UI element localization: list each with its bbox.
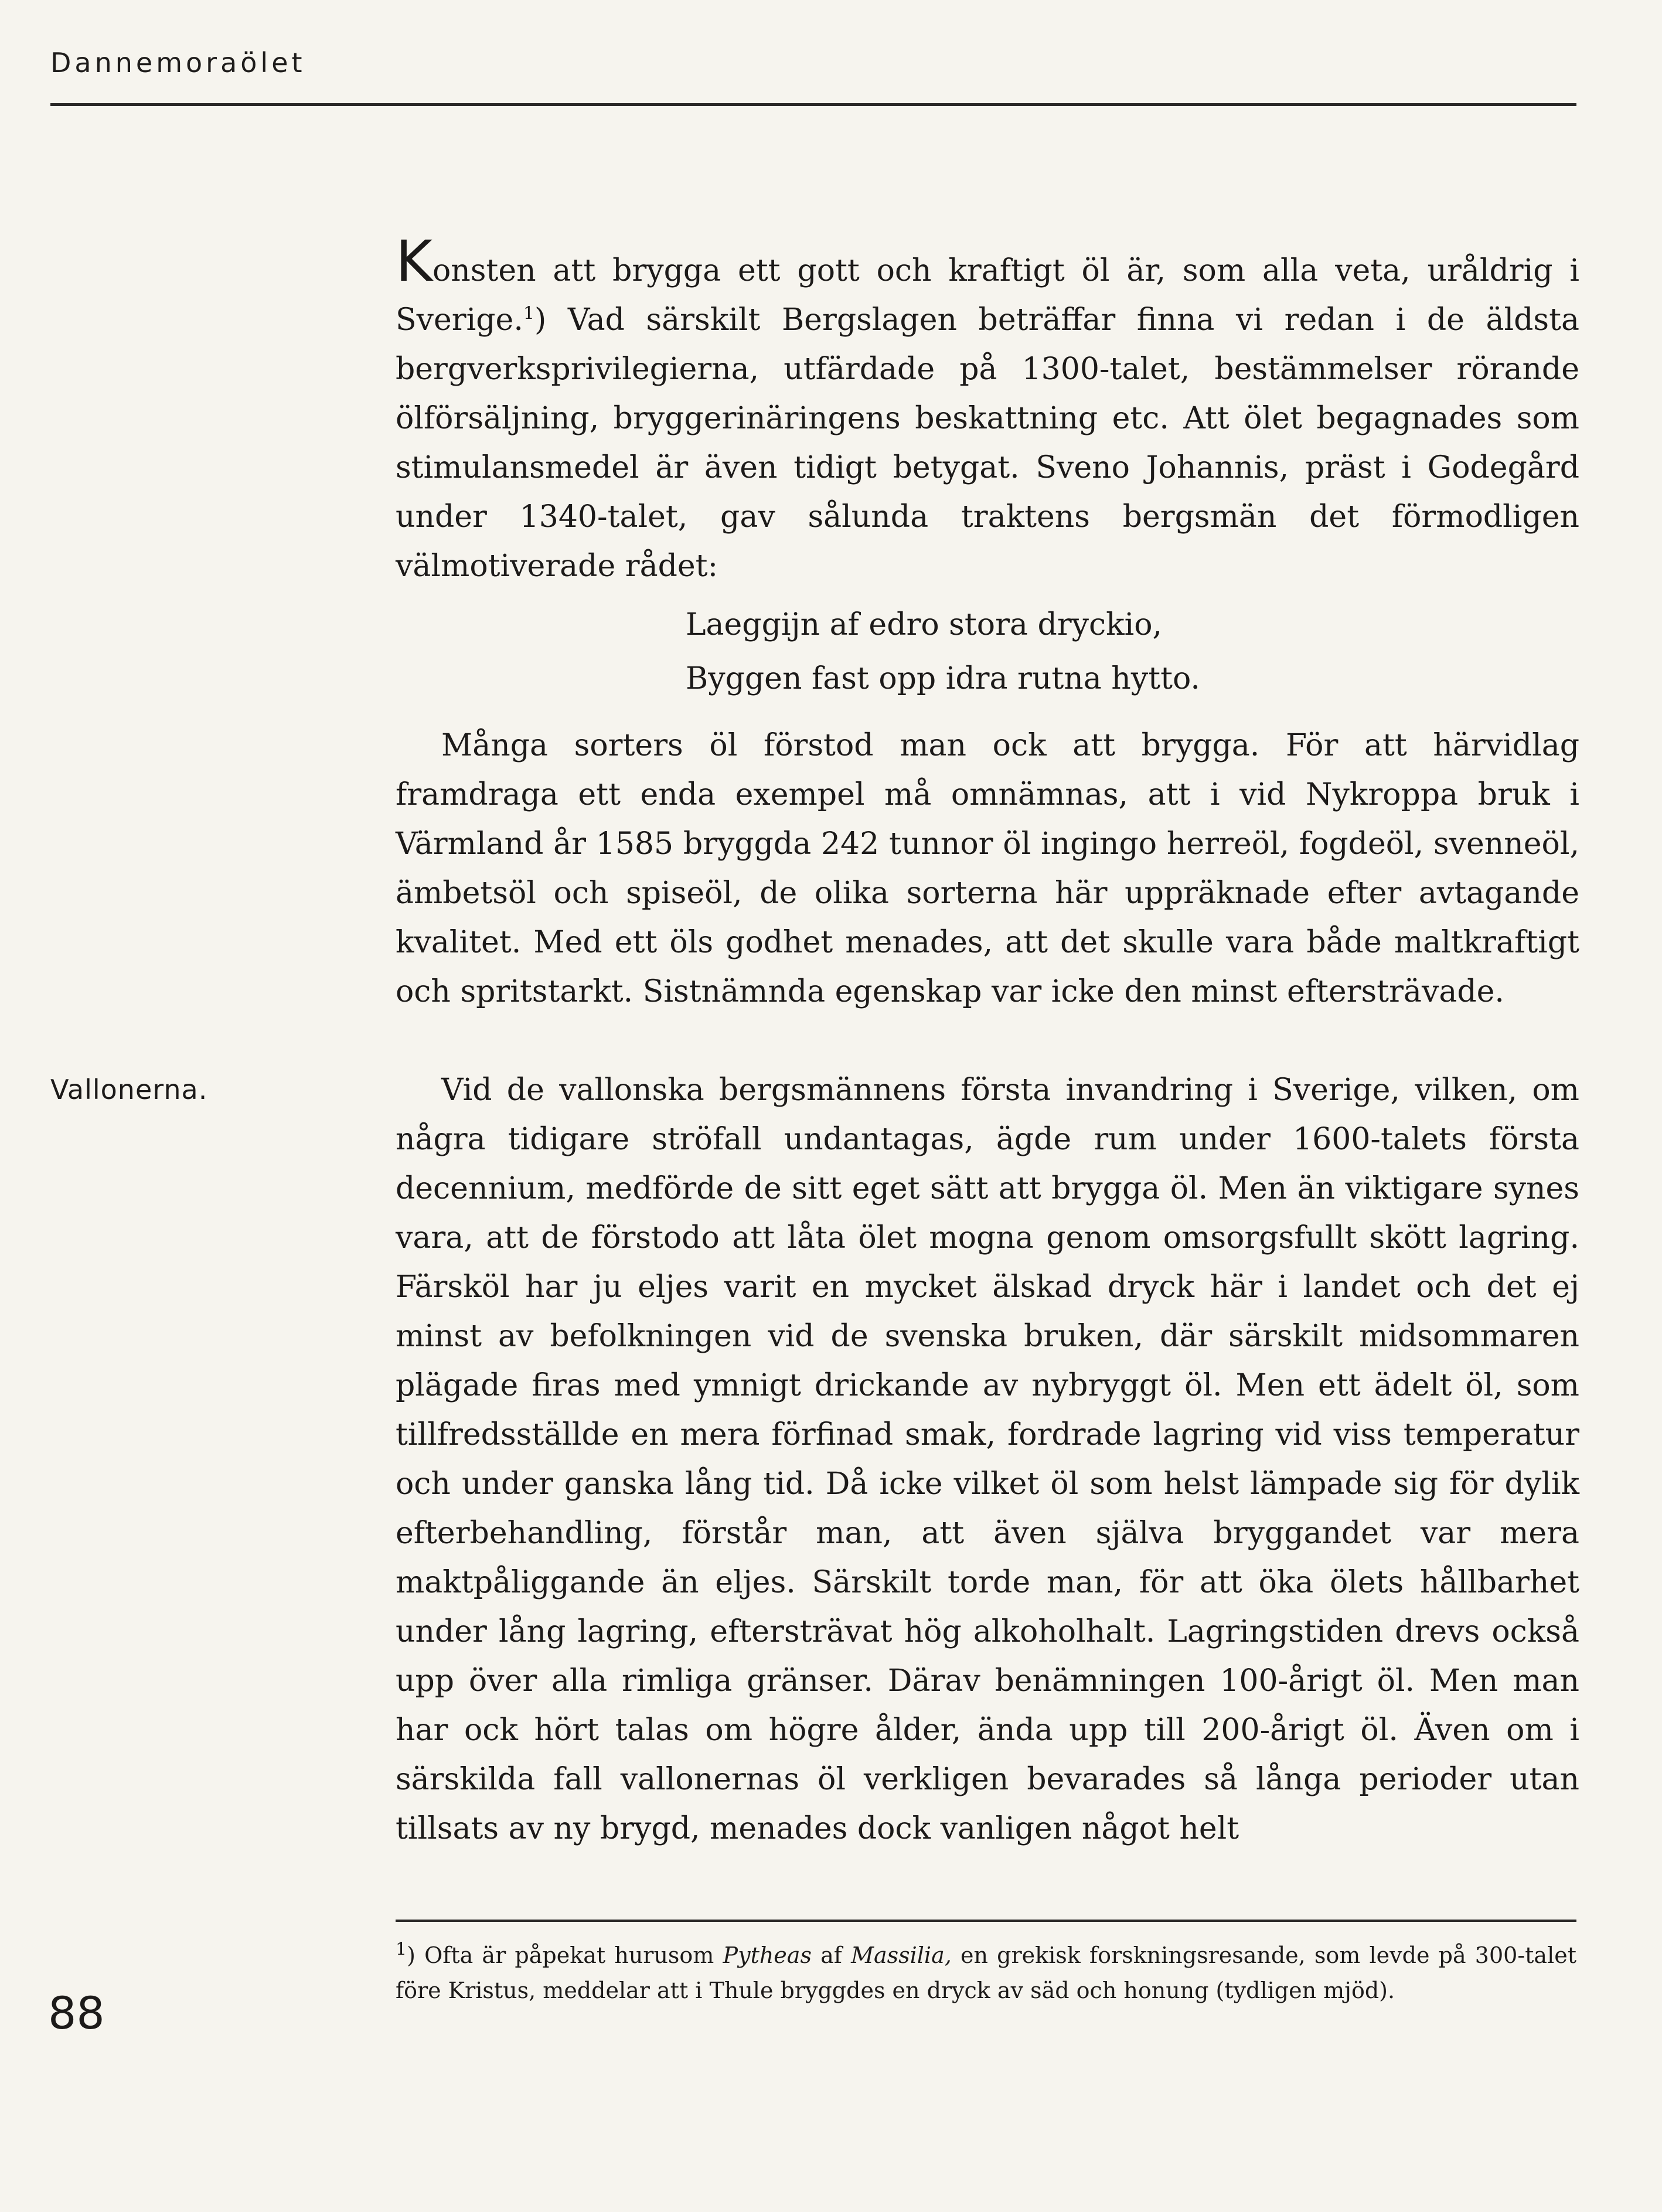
footnote-italic-massilia: Massilia, xyxy=(851,1942,952,1968)
margin-note-vallonerna: Vallonerna. xyxy=(50,1074,208,1105)
verse-line-1: Laeggijn af edro stora dryckio, xyxy=(686,607,1163,642)
paragraph-3 xyxy=(396,1066,1579,1853)
paragraph-2 xyxy=(396,721,1579,1016)
footnote-italic-pytheas: Pytheas xyxy=(723,1942,812,1968)
drop-cap: K xyxy=(396,229,432,294)
verse-line-2: Byggen fast opp idra rutna hytto. xyxy=(686,661,1200,696)
verse-quote xyxy=(686,598,1200,706)
footnote xyxy=(396,1938,1576,2008)
footnote-rule xyxy=(396,1920,1576,1922)
footnote-text-b: af xyxy=(811,1942,852,1968)
header-rule xyxy=(50,103,1576,106)
paragraph-1 xyxy=(396,229,1579,591)
page-number: 88 xyxy=(48,1987,105,2039)
paragraph-3-text: Vid de vallonska bergsmännens första invandring i Sverige, vilken, om några tidigare ströfall undantagas, ägde rum under 1600-talets första decennium, medförde de sitt eget sätt att brygga öl. Men än viktigare synes vara, att de förstodo att låta ölet mogna genom omsorgsfullt skött lagring. Färsköl har ju eljes varit en mycket älskad dryck här i landet och det ej minst av befolkningen vid de svenska bruken, där särskilt midsommaren plägade firas med ymnigt drickande av nybryggt öl. Men ett ädelt öl, som tillfredsställde en mera förfinad smak, fordrade lagring vid viss temperatur och under ganska lång tid. Då icke vilket öl som helst lämpade sig för dylik efterbehandling, förstår man, att även själva bryggandet var mera maktpåliggande än eljes. Särskilt torde man, för att öka ölets hållbarhet under lång lagring, eftersträvat hög alkoholhalt. Lagringstiden drevs också upp över alla rimliga gränser. Därav benämningen 100-årigt öl. Men man har ock hört talas om högre ålder, ända upp till 200-årigt öl. Även om i särskilda fall vallonernas öl verkligen bevarades så långa perioder utan tillsats av ny brygd, menades dock vanligen något helt xyxy=(396,1073,1579,1846)
footnote-reference: 1 xyxy=(523,303,534,324)
paragraph-1-text-b: ) Vad särskilt Bergslagen beträffar finna vi redan i de äldsta bergverksprivilegierna, utfärdade på 1300-talet, bestämmelser rörande ölförsäljning, bryggerinäringens beskattning etc. Att ölet begagnades som stimulansmedel är även tidigt betygat. Sveno Johannis, präst i Godegård under 1340-talet, gav sålunda traktens bergsmän det förmodligen välmotiverade rådet: xyxy=(396,302,1579,584)
paragraph-2-text: Många sorters öl förstod man ock att brygga. För att härvidlag framdraga ett enda exempel må omnämnas, att i vid Nykroppa bruk i Värmland år 1585 bryggda 242 tunnor öl ingingo herreöl, fogdeöl, svenneöl, ämbetsöl och spiseöl, de olika sorterna här uppräknade efter avtagande kvalitet. Med ett öls godhet menades, att det skulle vara både maltkraftigt och spritstarkt. Sistnämnda egenskap var icke den minst eftersträvade. xyxy=(396,728,1579,1009)
footnote-marker: 1 xyxy=(396,1939,407,1960)
footnote-text-c: en grekisk forskningsresande, som levde på 300-talet före Kristus, meddelar att i Thule bryggdes en dryck av säd och honung (tydligen mjöd). xyxy=(396,1942,1576,2003)
running-title: Dannemoraölet xyxy=(50,47,306,79)
paragraph-1-text-a: onsten att brygga ett gott och kraftigt öl är, som alla veta, uråldrig i Sverige. xyxy=(396,253,1579,338)
footnote-text-a: ) Ofta är påpekat hurusom xyxy=(407,1942,723,1968)
